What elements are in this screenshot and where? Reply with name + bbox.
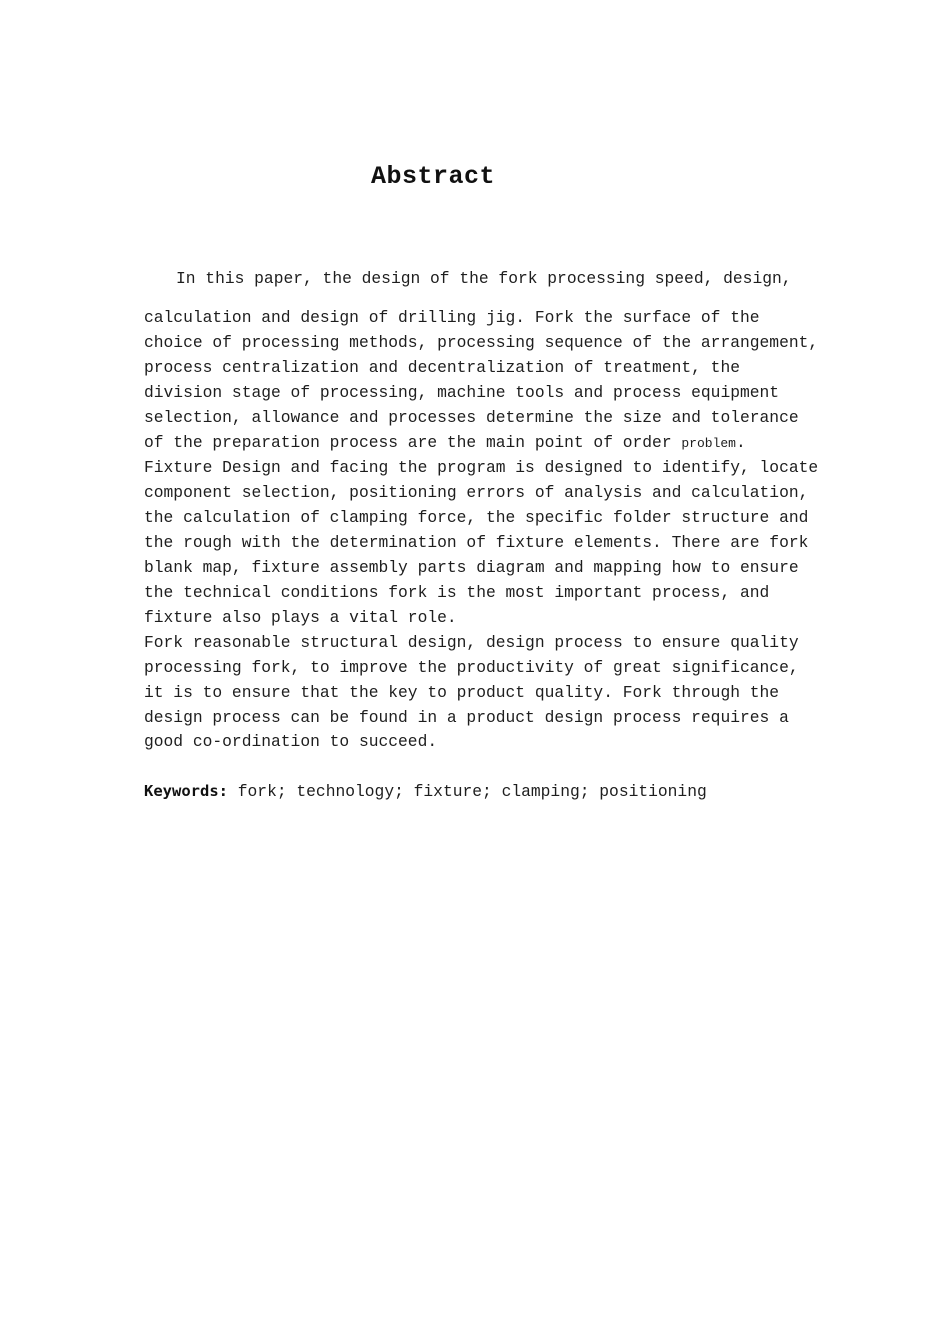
keywords-text: fork; technology; fixture; clamping; positioning — [228, 782, 707, 801]
text-line: Fixture Design and facing the program is designed to identify, locate — [144, 458, 819, 478]
text-line: selection, allowance and processes determine the size and tolerance — [144, 407, 799, 427]
text-segment: of the preparation process are the main point of order — [144, 432, 682, 452]
keywords-line — [144, 779, 707, 805]
text-line: the calculation of clamping force, the specific folder structure and — [144, 508, 809, 528]
text-line: fixture also plays a vital role. — [144, 607, 457, 627]
text-line: choice of processing methods, processing sequence of the arrangement, — [144, 332, 819, 352]
text-segment: . — [735, 432, 746, 452]
text-line: processing fork, to improve the productivity of great significance, — [144, 657, 799, 677]
text-line: process centralization and decentralization of treatment, the — [144, 357, 740, 377]
text-line: blank map, fixture assembly parts diagram and mapping how to ensure — [144, 558, 799, 578]
abstract-paragraph-1 — [144, 306, 824, 755]
text-line: the technical conditions fork is the most important process, and — [144, 582, 770, 602]
text-line: calculation and design of drilling jig. Fork the surface of the — [144, 308, 760, 327]
small-word: problem — [681, 435, 736, 451]
text-line: component selection, positioning errors of analysis and calculation, — [144, 483, 809, 503]
abstract-title: Abstract — [370, 162, 496, 191]
text-line: it is to ensure that the key to product quality. Fork through the — [144, 682, 780, 702]
text-line: Fork reasonable structural design, design process to ensure quality — [144, 632, 799, 652]
abstract-first-line: In this paper, the design of the fork processing speed, design, — [176, 269, 792, 288]
text-line: good co-ordination to succeed. — [144, 732, 438, 752]
text-line: division stage of processing, machine tools and process equipment — [144, 382, 780, 402]
text-line: the rough with the determination of fixture elements. There are fork — [144, 533, 809, 553]
text-line — [144, 431, 824, 457]
keywords-label: Keywords: — [144, 782, 228, 800]
text-line: design process can be found in a product design process requires a — [144, 707, 789, 727]
